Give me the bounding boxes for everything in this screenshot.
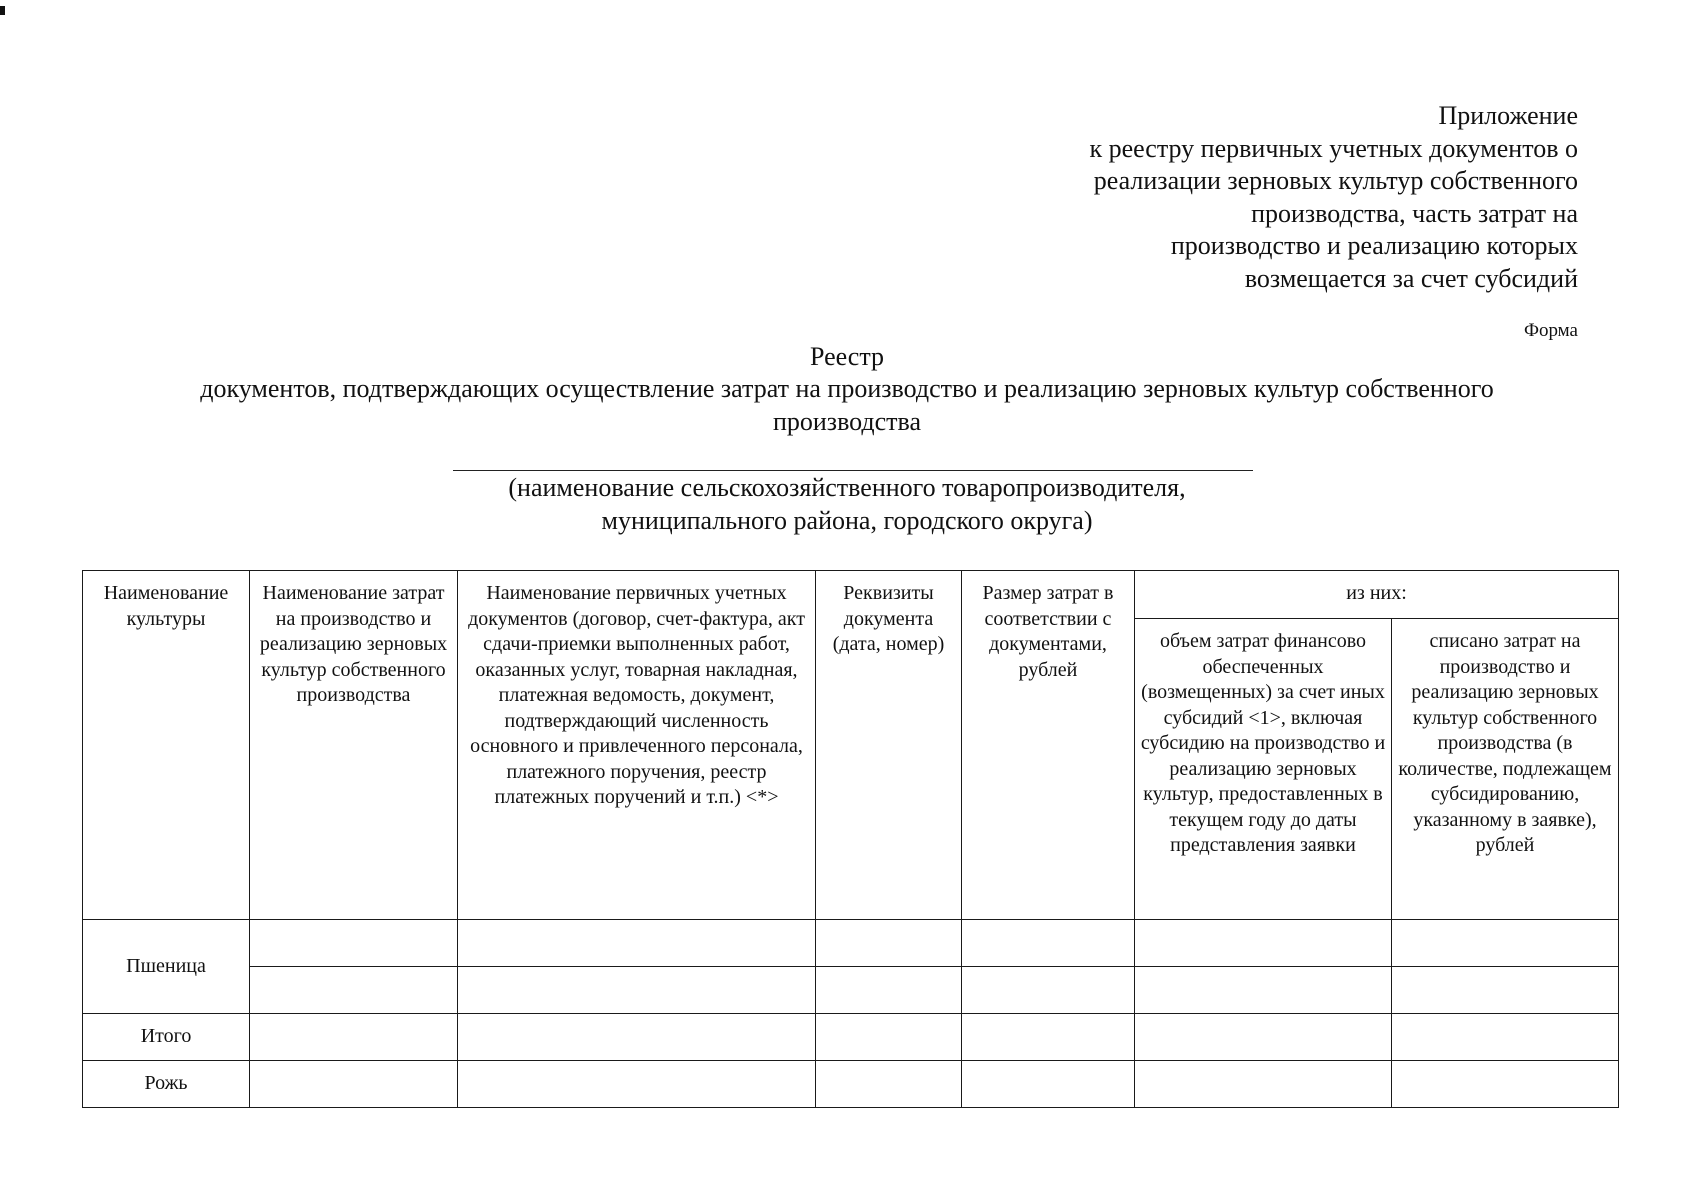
table-cell[interactable]	[1135, 920, 1392, 967]
appendix-line: возмещается за счет субсидий	[1244, 263, 1578, 293]
row-label-wheat: Пшеница	[83, 920, 250, 1014]
header-cost-amount: Размер затрат в соответствии с документами, рублей	[962, 571, 1135, 920]
header-of-which: из них:	[1135, 571, 1619, 619]
table-cell[interactable]	[962, 1014, 1135, 1061]
register-subtitle-line: производства	[772, 406, 922, 436]
table-cell[interactable]	[1392, 967, 1619, 1014]
table-cell[interactable]	[962, 967, 1135, 1014]
table-cell[interactable]	[1135, 1061, 1392, 1108]
table-cell[interactable]	[1135, 1014, 1392, 1061]
table-cell[interactable]	[1135, 967, 1392, 1014]
header-cost-name: Наименование затрат на производство и реализацию зерновых культур собственного производства	[250, 571, 458, 920]
header-written-off: списано затрат на производство и реализацию зерновых культур собственного производства (в количестве, подлежащем субсидированию, указанному в заявке), рублей	[1392, 619, 1619, 920]
table-cell[interactable]	[1392, 920, 1619, 967]
appendix-line: к реестру первичных учетных документов о	[1089, 133, 1578, 163]
table-cell[interactable]	[458, 1061, 816, 1108]
scan-corner-mark	[0, 6, 5, 15]
appendix-line: производство и реализацию которых	[1170, 231, 1578, 260]
producer-caption-line: муниципального района, городского округа)	[601, 505, 1093, 535]
appendix-line: реализации зерновых культур собственного	[1093, 166, 1578, 195]
table-cell[interactable]	[250, 967, 458, 1014]
register-subtitle-line: документов, подтверждающих осуществление затрат на производство и реализацию зерновых культур собственного	[200, 374, 1494, 403]
table-cell[interactable]	[816, 920, 962, 967]
table-cell[interactable]	[458, 967, 816, 1014]
form-label: Форма	[1523, 320, 1578, 341]
registry-table	[82, 570, 1619, 1108]
header-financed-other: объем затрат финансово обеспеченных (возмещенных) за счет иных субсидий <1>, включая субсидию на производство и реализацию зерновых культур, предоставленных в текущем году до даты представления заявки	[1135, 619, 1392, 920]
header-crop-name: Наименование культуры	[83, 571, 250, 920]
table-cell[interactable]	[962, 920, 1135, 967]
register-title: Реестр	[809, 342, 885, 371]
table-cell[interactable]	[458, 1014, 816, 1061]
appendix-line: Приложение	[1438, 101, 1578, 130]
table-cell[interactable]	[458, 920, 816, 967]
row-label-total: Итого	[83, 1014, 250, 1061]
appendix-line: производства, часть затрат на	[1251, 198, 1578, 228]
table-cell[interactable]	[250, 920, 458, 967]
producer-name-line[interactable]	[453, 470, 1253, 471]
table-cell[interactable]	[1392, 1061, 1619, 1108]
table-cell[interactable]	[816, 967, 962, 1014]
table-cell[interactable]	[250, 1014, 458, 1061]
table-cell[interactable]	[250, 1061, 458, 1108]
table-cell[interactable]	[1392, 1014, 1619, 1061]
table-cell[interactable]	[962, 1061, 1135, 1108]
register-subtitle	[130, 373, 1564, 438]
header-doc-details: Реквизиты документа (дата, номер)	[816, 571, 962, 920]
header-primary-docs: Наименование первичных учетных документов (договор, счет-фактура, акт сдачи-приемки выполненных работ, оказанных услуг, товарная накладная, платежная ведомость, документ, подтверждающий численность основного и привлеченного персонала, платежного поручения, реестр платежных поручений и т.п.) <*>	[458, 571, 816, 920]
producer-caption	[0, 472, 1694, 537]
table-cell[interactable]	[816, 1014, 962, 1061]
table-cell[interactable]	[816, 1061, 962, 1108]
row-label-rye: Рожь	[83, 1061, 250, 1108]
producer-caption-line: (наименование сельскохозяйственного товаропроизводителя,	[508, 473, 1186, 502]
appendix-block	[1018, 100, 1578, 295]
